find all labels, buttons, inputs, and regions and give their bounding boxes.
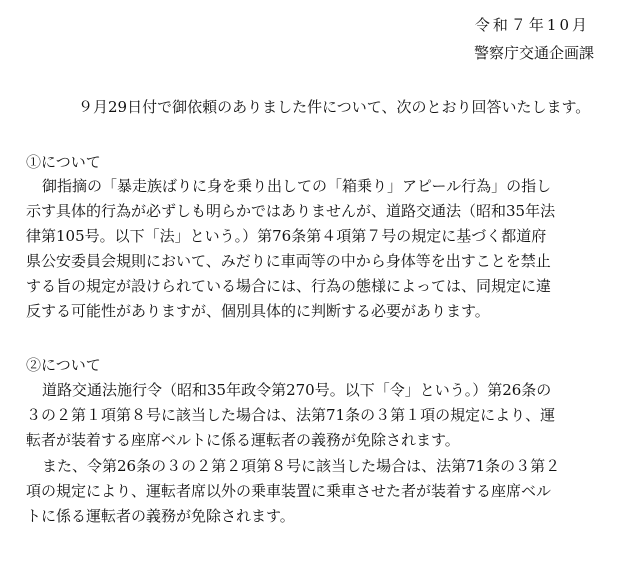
section-2-line: 転者が装着する座席ベルトに係る運転者の義務が免除されます。 [26, 431, 460, 449]
section-2-line: ３の２第１項第８号に該当した場合は、法第71条の３第１項の規定により、運 [26, 406, 556, 424]
section-2-line: 道路交通法施行令（昭和35年政令第270号。以下「令」という。）第26条の [42, 381, 552, 399]
document-date: 令和７年10月 [474, 16, 590, 34]
section-2-line: また、令第26条の３の２第２項第８号に該当した場合は、法第71条の３第２ [42, 457, 561, 475]
section-1-line: 県公安委員会規則において、みだりに車両等の中から身体等を出すことを禁止 [26, 252, 551, 270]
section-2-line: 項の規定により、運転者席以外の乗車装置に乗車させた者が装着する座席ベル [26, 482, 552, 500]
section-1-heading: ①について [26, 153, 101, 171]
section-1-line: する旨の規定が設けられている場合には、行為の態様によっては、同規定に違 [26, 277, 552, 295]
section-1-line: 律第105号。以下「法」という。）第76条第４項第７号の規定に基づく都道府 [26, 227, 547, 245]
section-1-line: 示す具体的行為が必ずしも明らかではありませんが、道路交通法（昭和35年法 [26, 202, 556, 220]
section-1-line: 反する可能性がありますが、個別具体的に判断する必要があります。 [26, 302, 490, 320]
sender-department: 警察庁交通企画課 [473, 44, 594, 62]
section-2-line: トに係る運転者の義務が免除されます。 [26, 507, 295, 525]
section-1-line: 御指摘の「暴走族ばりに身を乗り出しての「箱乗り」アピール行為」の指し [42, 177, 552, 195]
section-2-heading: ②について [26, 356, 101, 374]
intro-paragraph: ９月29日付で御依頼のありました件について、次のとおり回答いたします。 [78, 98, 591, 116]
